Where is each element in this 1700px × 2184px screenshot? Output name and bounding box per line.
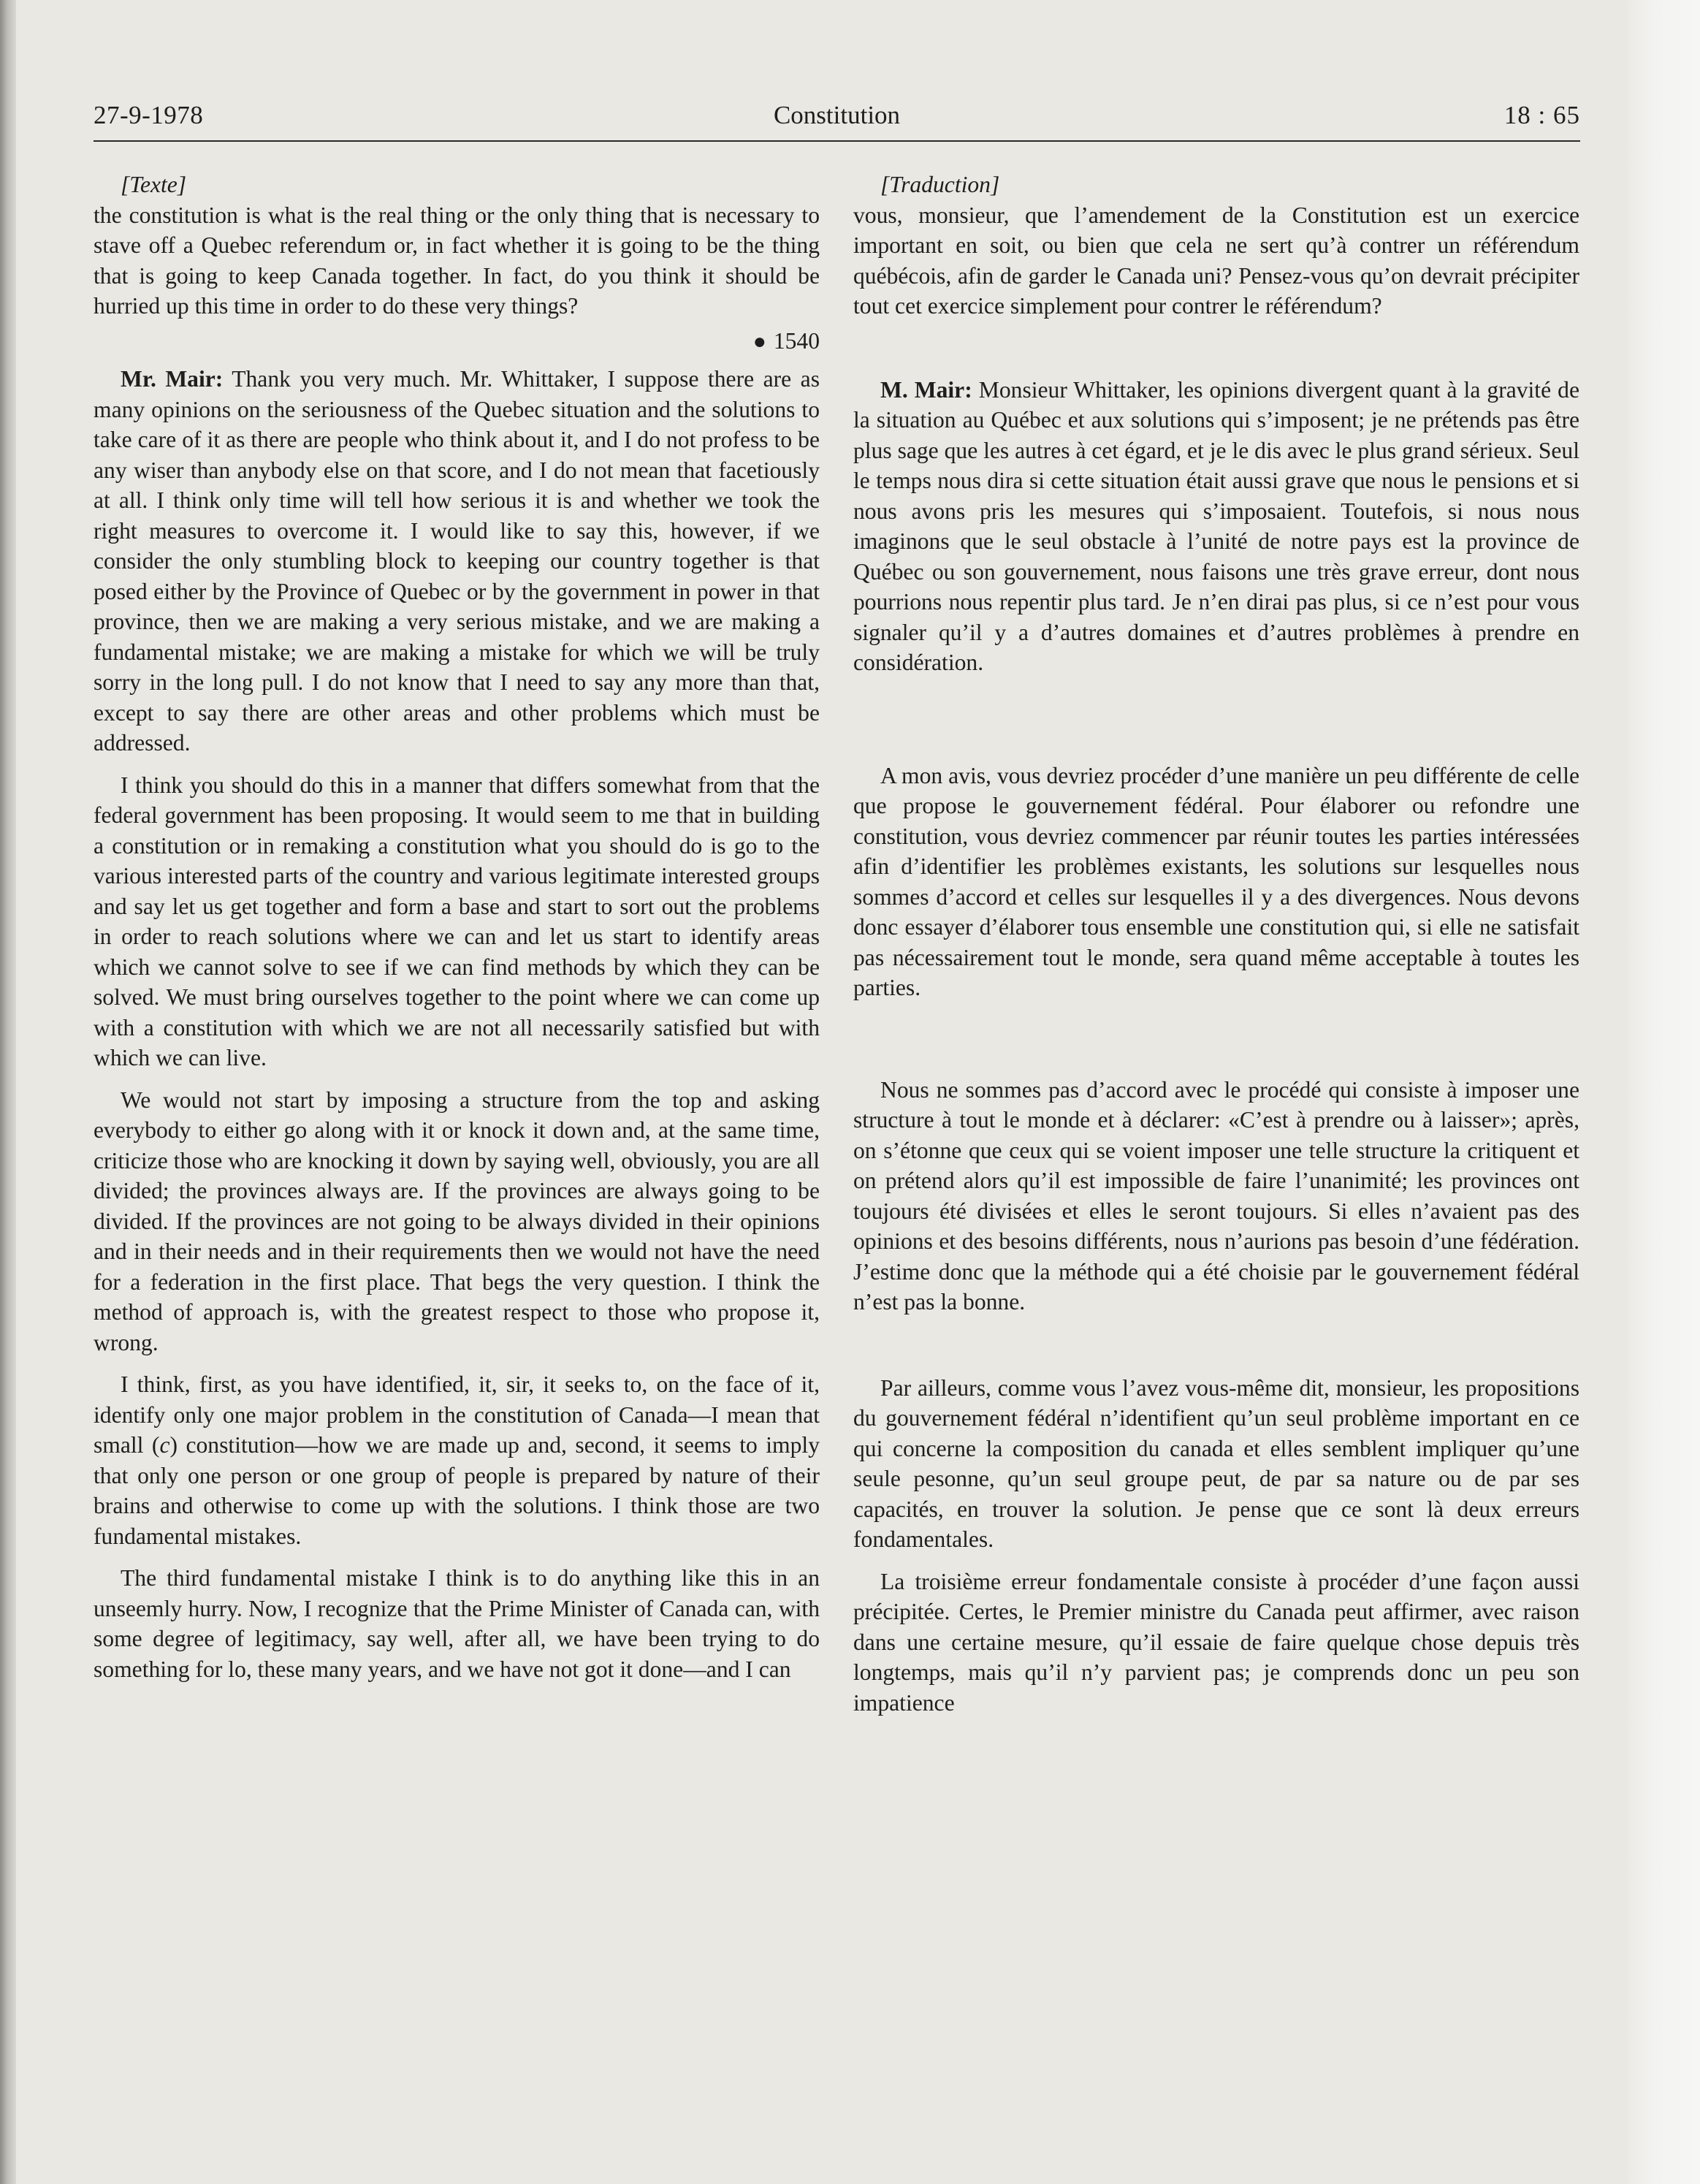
header-rule: [94, 140, 1580, 142]
header-title: Constitution: [773, 101, 901, 129]
paragraph: Par ailleurs, comme vous l’avez vous-même dit, monsieur, les propositions du gouvernement fédéral n’identifient qu’un seul problème important en ce qui concerne la composition du canada et elles semblent impliquer qu’une seule pesonne, qu’un seul groupe peut, de par sa nature ou de par ses capacités, en trouver la solution. Je pense que ce sont là deux erreurs fondamentales.: [853, 1374, 1579, 1552]
paragraph: [94, 1369, 820, 1551]
header-page-number: 18 : 65: [1503, 101, 1580, 129]
english-column: [94, 170, 820, 1684]
paragraph: La troisième erreur fondamentale consiste à procéder d’une façon aussi précipitée. Certes, le Premier ministre du Canada peut affirmer, avec raison dans une certaine mesure, qu’il essaie de faire quelque chose depuis très longtemps, mais qu’il n’y parvient pas; je comprends donc un peu son impatience: [853, 1568, 1579, 1716]
paragraph: Nous ne sommes pas d’accord avec le procédé qui consiste à imposer une structure à tout le monde et à déclarer: «C’est à prendre ou à laisser»; après, on s’étonne que ceux qui se voient imposer une telle structure la critiquent et on prétend alors qu’il est impossible de faire l’unanimité; les provinces ont toujours été divisées et elles le seront toujours. Si elles n’avaient pas des opinions et des besoins différents, nous n’aurions pas besoin d’une fédération. J’estime donc que la méthode qui a été choisie par le gouvernement fédéral n’est pas la bonne.: [853, 1076, 1579, 1314]
paragraph: The third fundamental mistake I think is to do anything like this in an unseemly hurry. Now, I recognize that the Prime Minister of Canada can, with some degree of legitimacy, say well, after all, we have been trying to do something for lo, these many years, and we have not got it done—and I can: [94, 1565, 820, 1682]
page-header: [94, 99, 1580, 136]
language-label: [Traduction]: [880, 172, 1000, 197]
paragraph: vous, monsieur, que l’amendement de la Constitution est un exercice important en soit, ou bien que cela ne sert qu’à contrer un référendum québécois, afin de garder le Canada uni? Pensez-vous qu’on devrait précipiter tout cet exercice simplement pour contrer le référendum?: [853, 202, 1579, 319]
page-binding-shadow: [0, 0, 16, 2184]
french-column: [853, 170, 1579, 1718]
speaker-name: M. Mair:: [880, 376, 972, 403]
paragraph: A mon avis, vous devriez procéder d’une manière un peu différente de celle que propose le gouvernement fédéral. Pour élaborer ou refondre une constitution, vous devriez commencer par réunir toutes les parties intéressées afin d’identifier les problèmes existants, les solutions sur lesquelles nous sommes d’accord et celles sur lesquelles il y a des divergences. Nous devons donc essayer d’élaborer tous ensemble une constitution qui, si elle ne satisfait pas nécessairement tout le monde, sera quand même acceptable à toutes les parties.: [853, 762, 1579, 1000]
speaker-name: Mr. Mair:: [121, 366, 224, 392]
speech-text: ) constitution—how we are made up and, second, it seems to imply that only one person or one group of people is prepared by nature of their brains and otherwise to come up with the solutions. I think those are two fundamental mistakes.: [94, 1432, 820, 1549]
page-edge: [1627, 0, 1700, 2184]
speech-text: Monsieur Whittaker, les opinions divergent quant à la gravité de la situation au Québec et aux solutions qui s’imposent; je ne prétends pas être plus sage que les autres à cet égard, et je le dis avec le plus grand sérieux. Seul le temps nous dira si cette situation était aussi grave que nous le pensions et si nous avons pris les mesures qui s’imposaient. Toutefois, si nous nous imaginons que le seul obstacle à l’unité de notre pays est la province de Québec ou son gouvernement, nous faisons une très grave erreur, dont nous pourrions nous repentir plus tard. Je n’en dirai pas plus, si ce n’est pour vous signaler qu’il y a d’autres domaines et d’autres problèmes à prendre en considération.: [853, 376, 1579, 675]
paragraph: the constitution is what is the real thing or the only thing that is necessary to stave off a Quebec referendum or, in fact whether it is going to be the thing that is going to keep Canada together. In fact, do you think it should be hurried up this time in order to do these very things?: [94, 202, 820, 319]
time-marker: [94, 326, 820, 357]
speech-text: Thank you very much. Mr. Whittaker, I suppose there are as many opinions on the seriousness of the Quebec situation and the solutions to take care of it as there are people who think about it, and I do not profess to be any wiser than anybody else on that score, and I do not mean that facetiously at all. I think only time will tell how serious it is and whether we took the right measures to overcome it. I would like to say this, however, if we consider the only stumbling block to keeping our country together is that posed either by the Province of Quebec or by the government in power in that province, then we are making a very serious mistake, and we are making a fundamental mistake; we are making a mistake for which we will be truly sorry in the long pull. I do not know that I need to say any more than that, except to say there are other areas and other problems which must be addressed.: [94, 366, 820, 756]
time-marker-value: 1540: [773, 327, 820, 354]
language-label: [Texte]: [121, 172, 187, 197]
paragraph: [853, 375, 1579, 678]
paragraph: [94, 364, 820, 758]
header-date: 27-9-1978: [94, 101, 204, 129]
paragraph: We would not start by imposing a structure from the top and asking everybody to either go along with it or knock it down and, at the same time, criticize those who are knocking it down by saying well, obviously, you are all divided; the provinces always are. If the provinces are always going to be divided. If the provinces are not going to be always divided in their opinions and in their needs and in their requirements then we would not have the need for a federation in the first place. That begs the very question. I think the method of approach is, with the greatest respect to those who propose it, wrong.: [94, 1087, 820, 1355]
bullet-icon: ●: [752, 329, 766, 354]
speech-text: I think, first, as you have identified, it, sir, it seeks to, on the face of it, identify only one major problem in the constitution of Canada—I mean that small (: [94, 1371, 820, 1458]
paragraph: I think you should do this in a manner that differs somewhat from that the federal government has been proposing. It would seem to me that in building a constitution or in remaking a constitution what you should do is go to the various interested parts of the country and various legitimate interested groups and say let us get together and form a base and start to sort out the problems in order to reach solutions where we can and let us start to identify areas which we cannot solve to see if we can find methods by which they can be solved. We must bring ourselves together to the point where we can come up with a constitution with which we are not all necessarily satisfied but with which we can live.: [94, 772, 820, 1070]
italic-letter: c: [159, 1432, 170, 1458]
